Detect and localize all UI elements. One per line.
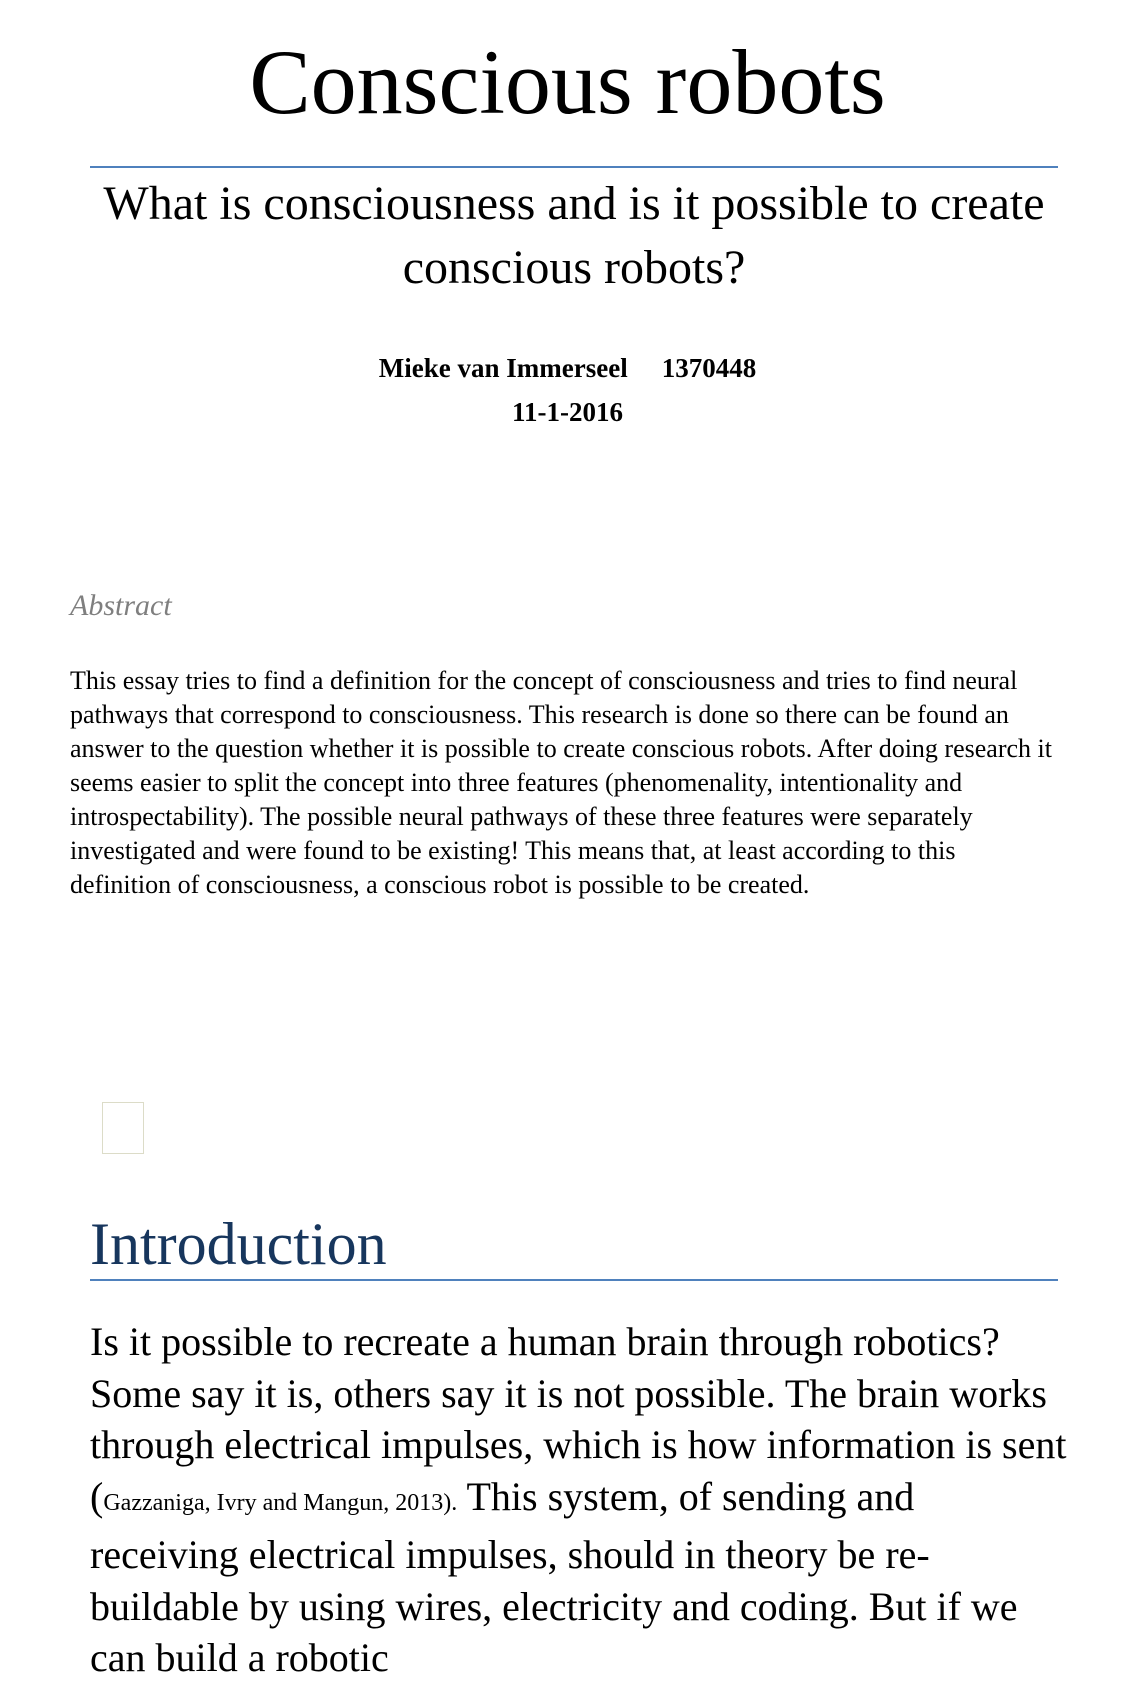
introduction-text bbox=[90, 1316, 1070, 1684]
introduction-citation: Gazzaniga, Ivry and Mangun, 2013). bbox=[103, 1489, 458, 1516]
introduction-divider bbox=[90, 1279, 1058, 1281]
document-title: Conscious robots bbox=[249, 31, 886, 133]
author-name: Mieke van Immerseel bbox=[378, 353, 628, 383]
document-date: 11-1-2016 bbox=[512, 397, 623, 427]
empty-image-placeholder bbox=[102, 1102, 144, 1154]
student-id: 1370448 bbox=[661, 353, 757, 383]
introduction-text-part2: This system, of sending and receiving electrical impulses, should in theory be re-buildable by using wires, electricity and coding. But if we can build a robotic bbox=[90, 1473, 1018, 1680]
document-subtitle: What is consciousness and is it possible to create conscious robots? bbox=[103, 177, 1045, 294]
abstract-text: This essay tries to find a definition for the concept of consciousness and tries to find neural pathways that correspond to consciousness. This research is done so there can be found an answer to the question whether it is possible to create conscious robots. After doing research it seems easier to split the concept into three features (phenomenality, intentionality and introspectability). The possible neural pathways of these three features were separately investigated and were found to be existing! This means that, at least according to this definition of consciousness, a conscious robot is possible to be created. bbox=[70, 666, 1052, 899]
abstract-heading: Abstract bbox=[70, 589, 172, 622]
title-divider bbox=[90, 166, 1058, 168]
introduction-text-part1: Is it possible to recreate a human brain through robotics? Some say it is, others say it is not possible. The brain works through electrical impulses, which is how information is sent ( bbox=[90, 1319, 1067, 1519]
introduction-heading: Introduction bbox=[90, 1211, 387, 1277]
author-line bbox=[0, 350, 1135, 386]
